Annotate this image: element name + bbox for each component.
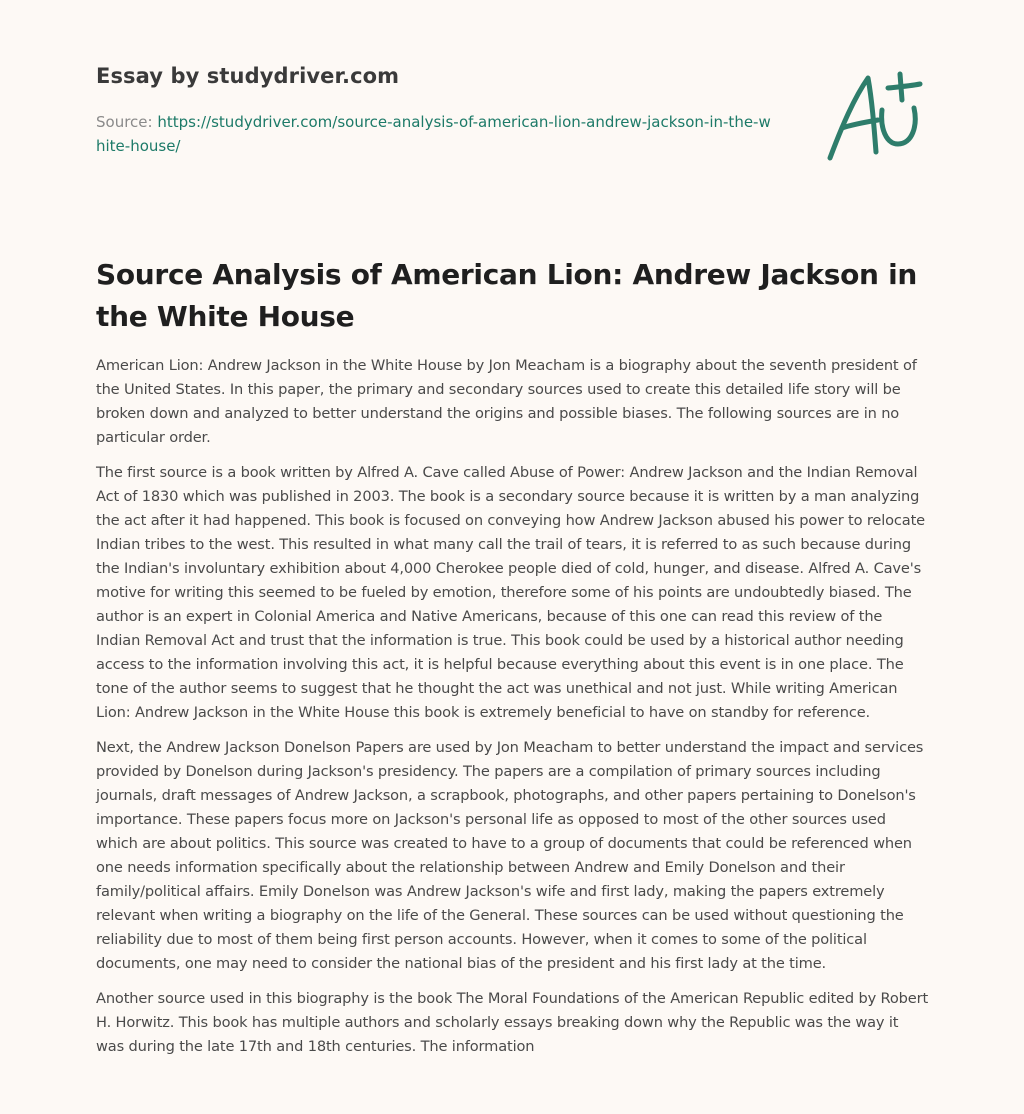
article-title: Source Analysis of American Lion: Andrew Jackson in the White House — [96, 258, 918, 333]
paragraph: The first source is a book written by Alfred A. Cave called Abuse of Power: Andrew Jackson and the Indian Removal Act of 1830 which was published in 2003. The book is a secondary source because it is written by a man analyzing the act after it had happened. This book is focused on conveying how Andrew Jackson abused his power to relocate Indian tribes to the west. This resulted in what many call the trail of tears, it is referred to as such because during the Indian's involuntary exhibition about 4,000 Cherokee people died of cold, hunger, and disease. Alfred A. Cave's motive for writing this seemed to be fueled by emotion, therefore some of his points are undoubtedly biased. The author is an expert in Colonial America and Native Americans, because of this one can read this review of the Indian Removal Act and trust that the information is true. This book could be used by a historical author needing access to the information involving this act, it is helpful because everything about this event is in one place. The tone of the author seems to suggest that he thought the act was unethical and not just. While writing American Lion: Andrew Jackson in the White House this book is extremely beneficial to have on standby for reference. — [96, 464, 925, 721]
source-label: Source: — [96, 113, 158, 131]
article-body — [96, 354, 930, 1070]
a-plus-logo-icon — [820, 66, 930, 166]
site-title: Essay by studydriver.com — [96, 64, 400, 88]
source-link[interactable]: https://studydriver.com/source-analysis-of-american-lion-andrew-jackson-in-the-white-house/ — [96, 113, 771, 155]
paragraph: American Lion: Andrew Jackson in the White House by Jon Meacham is a biography about the seventh president of the United States. In this paper, the primary and secondary sources used to create this detailed life story will be broken down and analyzed to better understand the origins and possible biases. The following sources are in no particular order. — [96, 357, 917, 446]
source-line — [96, 110, 776, 158]
paragraph: Next, the Andrew Jackson Donelson Papers are used by Jon Meacham to better understand the impact and services provided by Donelson during Jackson's presidency. The papers are a compilation of primary sources including journals, draft messages of Andrew Jackson, a scrapbook, photographs, and other papers pertaining to Donelson's importance. These papers focus more on Jackson's personal life as opposed to most of the other sources used which are about politics. This source was created to have to a group of documents that could be referenced when one needs information specifically about the relationship between Andrew and Emily Donelson and their family/political affairs. Emily Donelson was Andrew Jackson's wife and first lady, making the papers extremely relevant when writing a biography on the life of the General. These sources can be used without questioning the reliability due to most of them being first person accounts. However, when it comes to some of the political documents, one may need to consider the national bias of the president and his first lady at the time. — [96, 739, 924, 972]
paragraph: Another source used in this biography is the book The Moral Foundations of the American Republic edited by Robert H. Horwitz. This book has multiple authors and scholarly essays breaking down why the Republic was the way it was during the late 17th and 18th centuries. The information — [96, 990, 929, 1055]
